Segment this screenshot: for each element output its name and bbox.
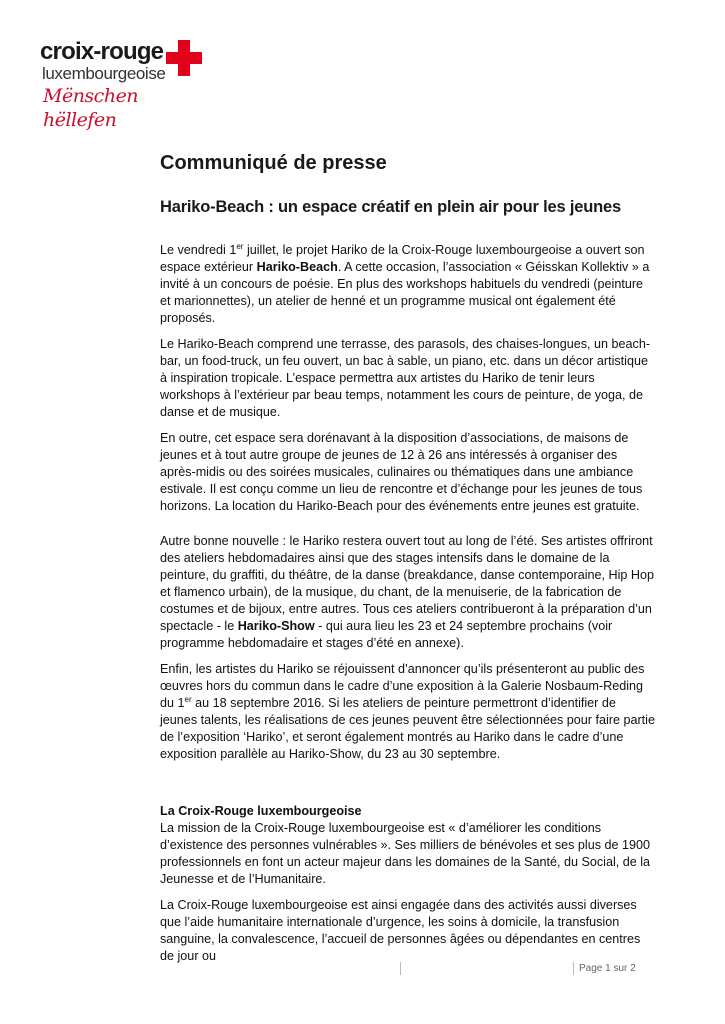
section-paragraph-2: La Croix-Rouge luxembourgeoise est ainsi engagée dans des activités aussi diverses que l’aide humanitaire internationale d’urgence, les soins à domicile, la transfusion sanguine, la convalescence, l’accueil de personnes âgées ou dépendantes en centres de jour ou [160, 898, 641, 963]
document-title: Communiqué de presse [160, 152, 387, 174]
logo-subtitle: luxembourgeoise [42, 64, 166, 83]
paragraph-3: En outre, cet espace sera dorénavant à la disposition d’associations, de maisons de jeunes et à tout autre groupe de jeunes de 12 à 26 ans intéressés à organiser des après-midis ou des soirées musicales, culinaires ou thématiques dans une ambiance estivale. Il est conçu comme un lieu de rencontre et d’échange pour les jeunes de tous horizons. La location du Hariko-Beach pour des événements entre jeunes est gratuite. [160, 431, 643, 513]
croix-rouge-logo [40, 38, 210, 131]
section-title: La Croix-Rouge luxembourgeoise [160, 804, 362, 818]
document-subtitle: Hariko-Beach : un espace créatif en plein air pour les jeunes [160, 198, 621, 216]
footer-divider [573, 962, 574, 975]
logo-wordmark: croix-rouge [40, 38, 164, 65]
red-cross-icon [166, 40, 202, 76]
document-body [160, 150, 656, 965]
section-paragraph-1: La mission de la Croix-Rouge luxembourgeoise est « d’améliorer les conditions d’existence des personnes vulnérables ». Ses milliers de bénévoles et ses plus de 1900 professionnels en font un acteur majeur dans les domaines de la Santé, du Social, de la Jeunesse et de l’Humanitaire. [160, 821, 651, 886]
logo-slogan: Mënschen hëllefen [43, 85, 139, 131]
page-number: Page 1 sur 2 [579, 963, 636, 974]
footer-divider [400, 962, 401, 975]
paragraph-4: Autre bonne nouvelle : le Hariko restera ouvert tout au long de l’été. Ses artistes offriront des ateliers hebdomadaires ainsi que des stages intensifs dans le domaine de la peinture, du graffiti, du théâtre, de la danse (breakdance, danse contemporaine, Hip Hop et flamenco urbain), de la musique, du chant, de la menuiserie, de la fabrication de costumes et de bijoux, entre autres. Tous ces ateliers contribueront à la préparation d’un spectacle - le Hariko-Show - qui aura lieu les 23 et 24 septembre prochains (voir programme hebdomadaire et stages d’été en annexe). [160, 534, 655, 650]
paragraph-2: Le Hariko-Beach comprend une terrasse, des parasols, des chaises-longues, un beach-bar, un food-truck, un feu ouvert, un bac à sable, un piano, etc. dans un décor artistique à inspiration tropicale. L’espace permettra aux artistes du Hariko de tenir leurs workshops à l’extérieur par beau temps, notamment les cours de peinture, de yoga, de danse et de musique. [160, 337, 651, 419]
paragraph-5: Enfin, les artistes du Hariko se réjouissent d’annoncer qu’ils présenteront au public des œuvres hors du commun dans le cadre d’une exposition à la Galerie Nosbaum-Reding du 1er au 18 septembre 2016. Si les ateliers de peinture permettront d’identifier de jeunes talents, les réalisations de ces jeunes peuvent être sélectionnées pour faire partie de l’exposition ‘Hariko’, et seront également montrés au Hariko dans le cadre d’une exposition parallèle au Hariko-Show, du 23 au 30 septembre. [160, 662, 655, 761]
paragraph-1: Le vendredi 1er juillet, le projet Hariko de la Croix-Rouge luxembourgeoise a ouvert son espace extérieur Hariko-Beach. A cette occasion, l’association « Géisskan Kollektiv » a invité à un concours de poésie. En plus des workshops habituels du vendredi (peinture et marionnettes), un atelier de henné et un programme musical ont également été proposés. [160, 242, 650, 325]
